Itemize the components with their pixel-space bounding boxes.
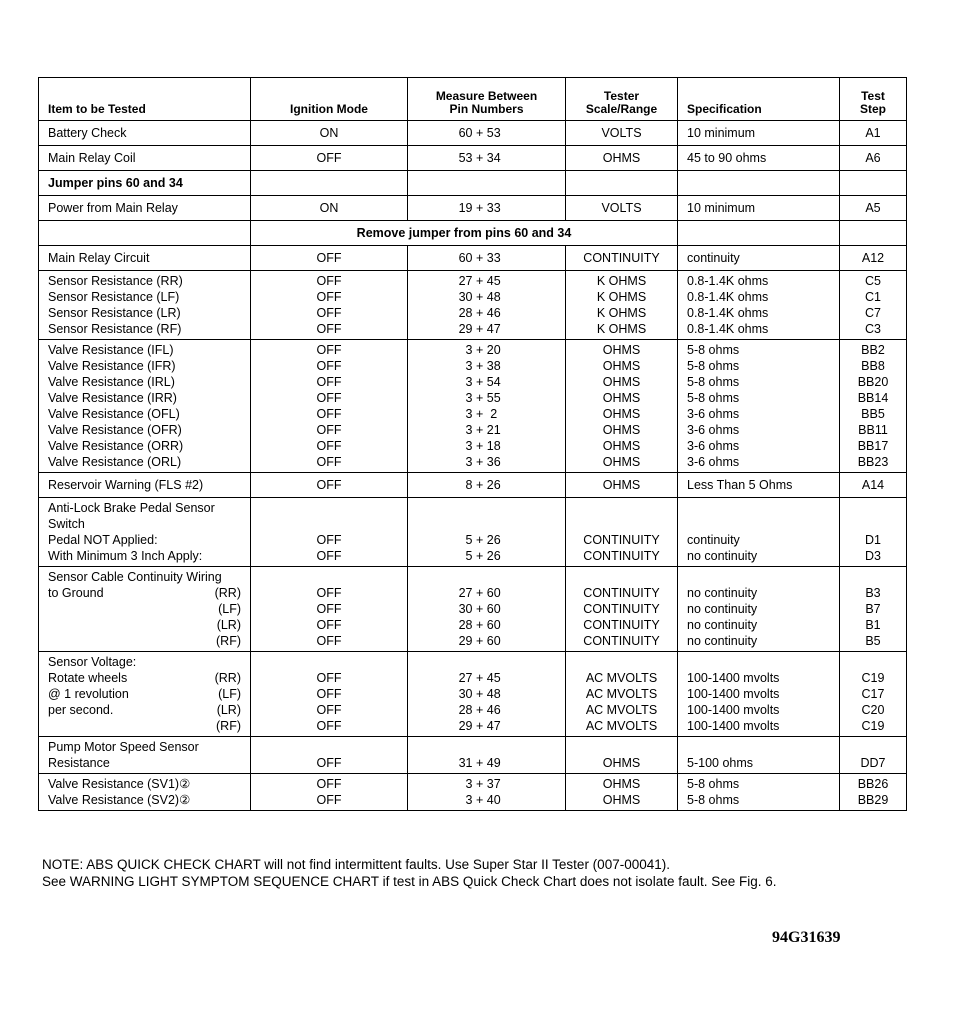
note-line-1: NOTE: ABS QUICK CHECK CHART will not find intermittent faults. Use Super Star II Tester (007-00041). (42, 857, 670, 872)
chart-notes (42, 856, 777, 890)
valve-resistance-group: Valve Resistance (IFL) Valve Resistance (IFR) Valve Resistance (IRL) Valve Resistance (IRR) Valve Resistance (OFL) Valve Resistance (OFR) Valve Resistance (ORR) Valve Resistance (ORL) OFF OFF OFF OFF OFF OFF OFF OFF 3 + 20 3 + 38 3 + 54 3 + 55 3 + 2 3 + 21 3 + 18 3 + 36 OHMS OHMS OHMS OHMS OHMS OHMS OHMS OHMS 5-8 ohms 5-8 ohms 5-8 ohms 5-8 ohms 3-6 ohms 3-6 ohms 3-6 ohms 3-6 ohms BB2 BB8 BB20 BB14 BB5 BB11 BB17 BB23 (39, 340, 907, 473)
header-spec: Specification (678, 78, 840, 121)
sv-valve-group: Valve Resistance (SV1)② Valve Resistance (SV2)② OFF OFF 3 + 37 3 + 40 OHMS OHMS 5-8 ohms 5-8 ohms BB26 BB29 (39, 774, 907, 811)
abs-quick-check-chart (38, 77, 907, 811)
pump-motor-group: Pump Motor Speed Sensor Resistance OFF 31 + 49 OHMS 5-100 ohms DD7 (39, 737, 907, 774)
table-row: Reservoir Warning (FLS #2) OFF 8 + 26 OHMS Less Than 5 Ohms A14 (39, 473, 907, 498)
remove-jumper-row: Remove jumper from pins 60 and 34 (39, 221, 907, 246)
jumper-row: Jumper pins 60 and 34 (39, 171, 907, 196)
header-measure: Measure Between Pin Numbers (408, 78, 566, 121)
header-step: Test Step (840, 78, 907, 121)
table-row: Main Relay Circuit OFF 60 + 33 CONTINUITY continuity A12 (39, 246, 907, 271)
cable-continuity-group: Sensor Cable Continuity Wiring to Ground (RR) (LF) (LR) (RF) OFF OFF OFF OFF 27 + 60 30 + 60 28 + 60 29 + 60 CONTINUITY CONTINUITY CONTINUITY CONTINUITY no continuity no continuity no continuity no continuity B3 B7 B1 B5 (39, 567, 907, 652)
sensor-voltage-group: Sensor Voltage: Rotate wheels (RR) @ 1 revolution (LF) per second. (LR) (RF) OFF OFF OFF OFF 27 + 45 30 + 48 28 + 46 29 + 47 AC MVOLTS AC MVOLTS AC MVOLTS AC MVOLTS 100-1400 mvolts 100-1400 mvolts 100-1400 mvolts 100-1400 mvolts C19 C17 C20 C19 (39, 652, 907, 737)
header-item: Item to be Tested (39, 78, 251, 121)
note-line-2: See WARNING LIGHT SYMPTOM SEQUENCE CHART if test in ABS Quick Check Chart does not isolate fault. See Fig. 6. (42, 874, 777, 889)
table-row: Main Relay Coil OFF 53 + 34 OHMS 45 to 90 ohms A6 (39, 146, 907, 171)
pedal-sensor-group: Anti-Lock Brake Pedal Sensor Switch Pedal NOT Applied: With Minimum 3 Inch Apply: OFF OFF 5 + 26 5 + 26 CONTINUITY CONTINUITY continuity no continuity D1 D3 (39, 498, 907, 567)
figure-id: 94G31639 (772, 929, 841, 946)
header-tester: Tester Scale/Range (566, 78, 678, 121)
table-row: Battery Check ON 60 + 53 VOLTS 10 minimum A1 (39, 121, 907, 146)
sensor-resistance-group: Sensor Resistance (RR) Sensor Resistance (LF) Sensor Resistance (LR) Sensor Resistance (RF) OFF OFF OFF OFF 27 + 45 30 + 48 28 + 46 29 + 47 K OHMS K OHMS K OHMS K OHMS 0.8-1.4K ohms 0.8-1.4K ohms 0.8-1.4K ohms 0.8-1.4K ohms C5 C1 C7 C3 (39, 271, 907, 340)
table-row: Power from Main Relay ON 19 + 33 VOLTS 10 minimum A5 (39, 196, 907, 221)
header-row (39, 78, 907, 121)
header-ignition: Ignition Mode (251, 78, 408, 121)
